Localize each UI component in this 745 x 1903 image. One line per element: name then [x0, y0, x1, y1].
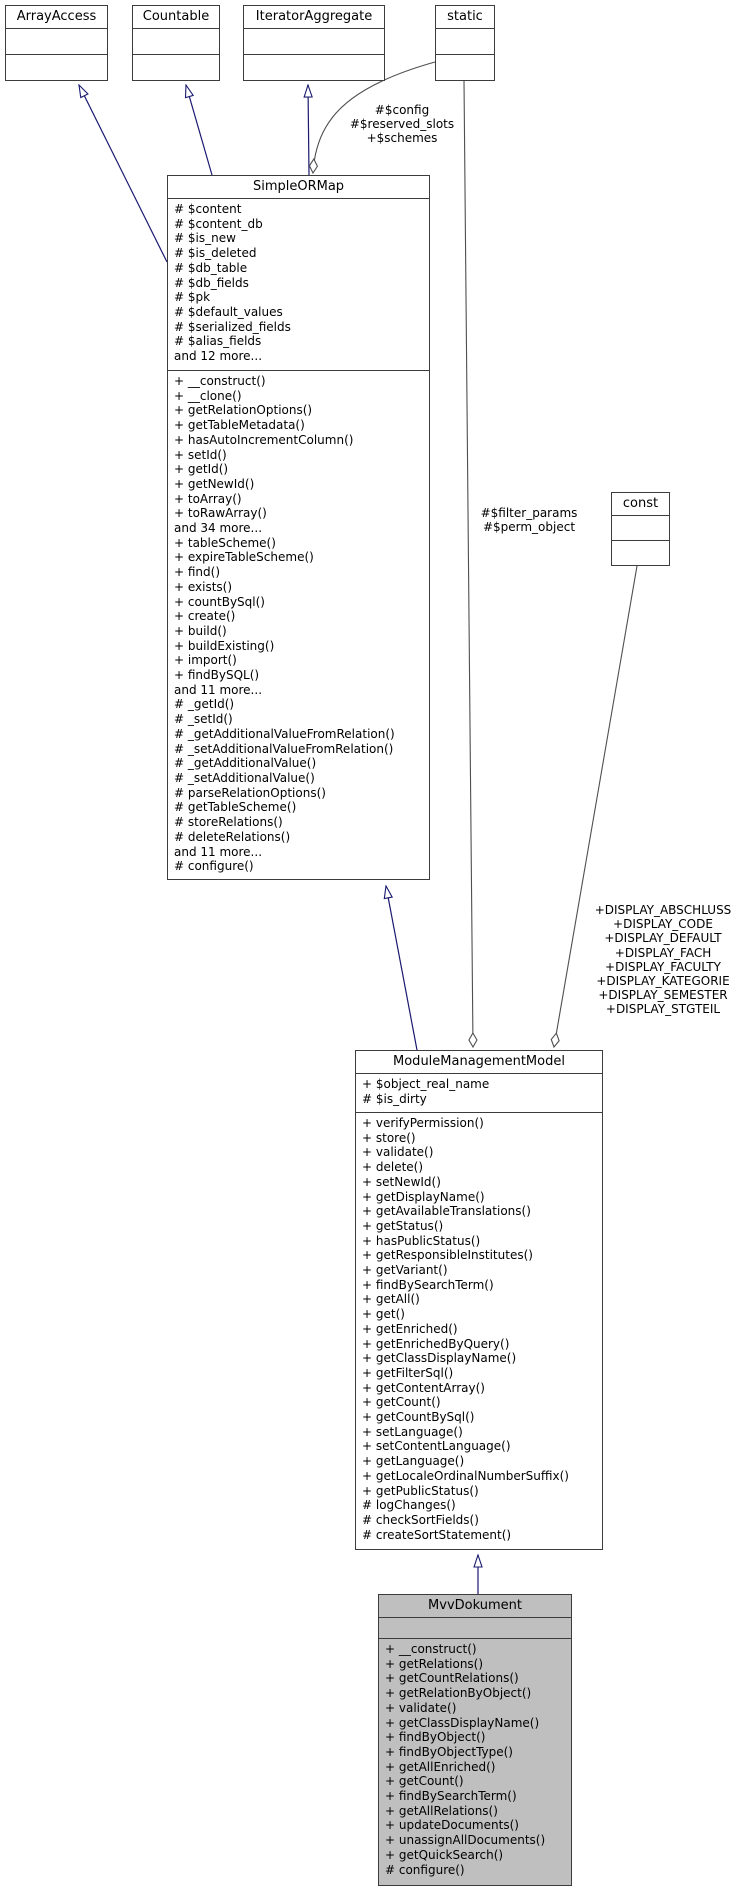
- method-row: + getContentArray(): [362, 1380, 485, 1395]
- method-row: + import(): [174, 653, 237, 668]
- method-row: + store(): [362, 1130, 416, 1145]
- method-row: + unassignAllDocuments(): [385, 1833, 546, 1848]
- method-row: + verifyPermission(): [362, 1116, 484, 1130]
- method-row: + build(): [174, 623, 227, 638]
- edge-inherit-simpleormap-iteratoraggregate: [308, 85, 309, 175]
- class-title: MvvDokument: [379, 1595, 571, 1618]
- method-row: + getLanguage(): [362, 1454, 465, 1469]
- method-row: + hasPublicStatus(): [362, 1233, 481, 1248]
- method-row: and 34 more...: [174, 521, 263, 536]
- method-row: # configure(): [174, 859, 254, 874]
- method-row: # getTableScheme(): [174, 800, 297, 815]
- attribute-row: # $is_dirty: [362, 1091, 427, 1106]
- methods-compartment: [6, 55, 107, 80]
- attribute-row: # $content: [174, 202, 242, 216]
- method-row: + findBySearchTerm(): [362, 1277, 494, 1292]
- edge-label-line: +DISPLAY_KATEGORIE: [596, 974, 730, 989]
- attribute-row: # $default_values: [174, 304, 283, 319]
- method-row: + getLocaleOrdinalNumberSuffix(): [362, 1468, 569, 1483]
- edge-label-line: +DISPLAY_FACULTY: [605, 959, 721, 974]
- class-box-countable[interactable]: [132, 5, 220, 81]
- method-row: + getResponsibleInstitutes(): [362, 1248, 533, 1263]
- method-row: + setId(): [174, 447, 227, 462]
- edge-label-line: #$reserved_slots: [349, 117, 455, 132]
- method-row: + countBySql(): [174, 594, 265, 609]
- method-row: + getId(): [174, 462, 229, 477]
- method-row: + __construct(): [174, 374, 266, 388]
- edge-inherit-simpleormap-countable: [186, 85, 212, 175]
- class-title: static: [436, 6, 494, 29]
- method-row: # _getAdditionalValueFromRelation(): [174, 726, 395, 741]
- method-row: # parseRelationOptions(): [174, 785, 326, 800]
- method-row: # _setAdditionalValue(): [174, 770, 315, 785]
- attributes-compartment: [356, 1074, 602, 1113]
- method-row: + getRelationByObject(): [385, 1686, 532, 1701]
- edge-label-static-to-simpleormap: [337, 103, 467, 146]
- methods-compartment: [379, 1639, 571, 1885]
- class-box-mvvdokument[interactable]: [378, 1594, 572, 1886]
- class-box-simpleormap[interactable]: [167, 175, 430, 880]
- attribute-row: and 12 more...: [174, 349, 263, 364]
- method-row: + setNewId(): [362, 1174, 441, 1189]
- method-row: + findBySearchTerm(): [385, 1789, 517, 1804]
- attributes-compartment: [244, 29, 384, 55]
- edge-label-line: +DISPLAY_FACH: [614, 945, 712, 960]
- edge-label-line: +DISPLAY_CODE: [613, 917, 713, 932]
- method-row: # storeRelations(): [174, 815, 283, 830]
- method-row: # checkSortFields(): [362, 1512, 479, 1527]
- class-box-iteratoraggregate[interactable]: [243, 5, 385, 81]
- method-row: + getStatus(): [362, 1218, 444, 1233]
- edge-label-line: #$config: [374, 103, 430, 117]
- method-row: + getCountBySql(): [362, 1410, 475, 1425]
- attribute-row: # $db_table: [174, 260, 248, 275]
- attributes-compartment: [133, 29, 219, 55]
- method-row: + findBySQL(): [174, 668, 260, 683]
- methods-compartment: [356, 1113, 602, 1549]
- method-row: + getCount(): [385, 1774, 464, 1789]
- attribute-row: # $content_db: [174, 216, 263, 231]
- attribute-row: # $is_deleted: [174, 246, 257, 261]
- methods-compartment: [244, 55, 384, 80]
- attributes-compartment: [612, 516, 669, 541]
- edge-label-line: +DISPLAY_STGTEIL: [605, 1002, 721, 1017]
- attribute-row: # $serialized_fields: [174, 319, 291, 334]
- attributes-compartment: [379, 1618, 571, 1639]
- class-title: Countable: [133, 6, 219, 29]
- edge-label-line: +DISPLAY_ABSCHLUSS: [594, 903, 732, 917]
- method-row: + getTableMetadata(): [174, 418, 305, 433]
- edge-label-line: #$filter_params: [480, 506, 578, 520]
- method-row: + findByObjectType(): [385, 1744, 513, 1759]
- method-row: # _setAdditionalValueFromRelation(): [174, 741, 394, 756]
- method-row: + getNewId(): [174, 476, 255, 491]
- edge-label-line: +DISPLAY_SEMESTER: [598, 988, 728, 1003]
- method-row: + validate(): [362, 1145, 434, 1160]
- method-row: + getCountRelations(): [385, 1671, 519, 1686]
- method-row: + getRelations(): [385, 1656, 484, 1671]
- method-row: # _setId(): [174, 712, 233, 727]
- method-row: + tableScheme(): [174, 535, 276, 550]
- method-row: + get(): [362, 1307, 405, 1322]
- attribute-row: # $is_new: [174, 231, 236, 246]
- method-row: + exists(): [174, 579, 233, 594]
- method-row: + __construct(): [385, 1642, 477, 1656]
- class-title: ArrayAccess: [6, 6, 107, 29]
- methods-compartment: [133, 55, 219, 80]
- edge-agg-static-modulemanagementmodel: [464, 81, 473, 1047]
- edge-inherit-modulemanagementmodel-simpleormap: [386, 886, 417, 1050]
- attributes-compartment: [6, 29, 107, 55]
- method-row: + find(): [174, 565, 221, 580]
- class-box-modulemanagementmodel[interactable]: [355, 1050, 603, 1550]
- method-row: # _getId(): [174, 697, 235, 712]
- attributes-compartment: [168, 199, 429, 371]
- edge-label-line: +$schemes: [366, 131, 438, 146]
- method-row: # deleteRelations(): [174, 829, 291, 844]
- method-row: + updateDocuments(): [385, 1818, 519, 1833]
- attribute-row: # $alias_fields: [174, 334, 262, 349]
- attribute-row: # $db_fields: [174, 275, 249, 290]
- class-title: const: [612, 493, 669, 516]
- class-box-const[interactable]: [611, 492, 670, 566]
- method-row: + setLanguage(): [362, 1424, 463, 1439]
- class-title: IteratorAggregate: [244, 6, 384, 29]
- class-box-arrayaccess[interactable]: [5, 5, 108, 81]
- methods-compartment: [168, 371, 429, 879]
- methods-compartment: [436, 55, 494, 80]
- method-row: # configure(): [385, 1862, 465, 1877]
- method-row: + getAllRelations(): [385, 1803, 498, 1818]
- edge-label-static-to-modulemanagementmodel: [468, 506, 590, 534]
- method-row: # createSortStatement(): [362, 1527, 512, 1542]
- method-row: + toRawArray(): [174, 506, 267, 521]
- attribute-row: + $object_real_name: [362, 1077, 490, 1091]
- method-row: and 11 more...: [174, 844, 263, 859]
- method-row: + hasAutoIncrementColumn(): [174, 432, 354, 447]
- method-row: + buildExisting(): [174, 638, 275, 653]
- method-row: + getAllEnriched(): [385, 1759, 496, 1774]
- method-row: + getPublicStatus(): [362, 1483, 479, 1498]
- edge-label-const-to-modulemanagementmodel: [583, 903, 743, 1017]
- method-row: + getAll(): [362, 1292, 420, 1307]
- method-row: + getCount(): [362, 1395, 441, 1410]
- method-row: and 11 more...: [174, 682, 263, 697]
- method-row: + setContentLanguage(): [362, 1439, 511, 1454]
- methods-compartment: [612, 541, 669, 565]
- method-row: + getEnriched(): [362, 1321, 458, 1336]
- edge-label-line: +DISPLAY_DEFAULT: [604, 931, 722, 946]
- edge-inherit-simpleormap-arrayaccess: [79, 85, 167, 262]
- method-row: + getQuickSearch(): [385, 1847, 504, 1862]
- method-row: + delete(): [362, 1160, 424, 1175]
- method-row: + findByObject(): [385, 1730, 486, 1745]
- attributes-compartment: [436, 29, 494, 55]
- method-row: + getAvailableTranslations(): [362, 1204, 531, 1219]
- attribute-row: # $pk: [174, 290, 211, 305]
- method-row: + validate(): [385, 1700, 457, 1715]
- method-row: + getFilterSql(): [362, 1365, 454, 1380]
- method-row: + toArray(): [174, 491, 242, 506]
- method-row: # logChanges(): [362, 1498, 456, 1513]
- method-row: + getClassDisplayName(): [385, 1715, 540, 1730]
- method-row: + getVariant(): [362, 1263, 448, 1278]
- method-row: + getClassDisplayName(): [362, 1351, 517, 1366]
- class-title: ModuleManagementModel: [356, 1051, 602, 1074]
- method-row: # _getAdditionalValue(): [174, 756, 317, 771]
- edge-label-line: #$perm_object: [482, 520, 576, 535]
- class-title: SimpleORMap: [168, 176, 429, 199]
- method-row: + expireTableScheme(): [174, 550, 314, 565]
- method-row: + getEnrichedByQuery(): [362, 1336, 510, 1351]
- method-row: + getDisplayName(): [362, 1189, 485, 1204]
- method-row: + create(): [174, 609, 236, 624]
- class-box-static[interactable]: [435, 5, 495, 81]
- method-row: + __clone(): [174, 388, 242, 403]
- method-row: + getRelationOptions(): [174, 403, 313, 418]
